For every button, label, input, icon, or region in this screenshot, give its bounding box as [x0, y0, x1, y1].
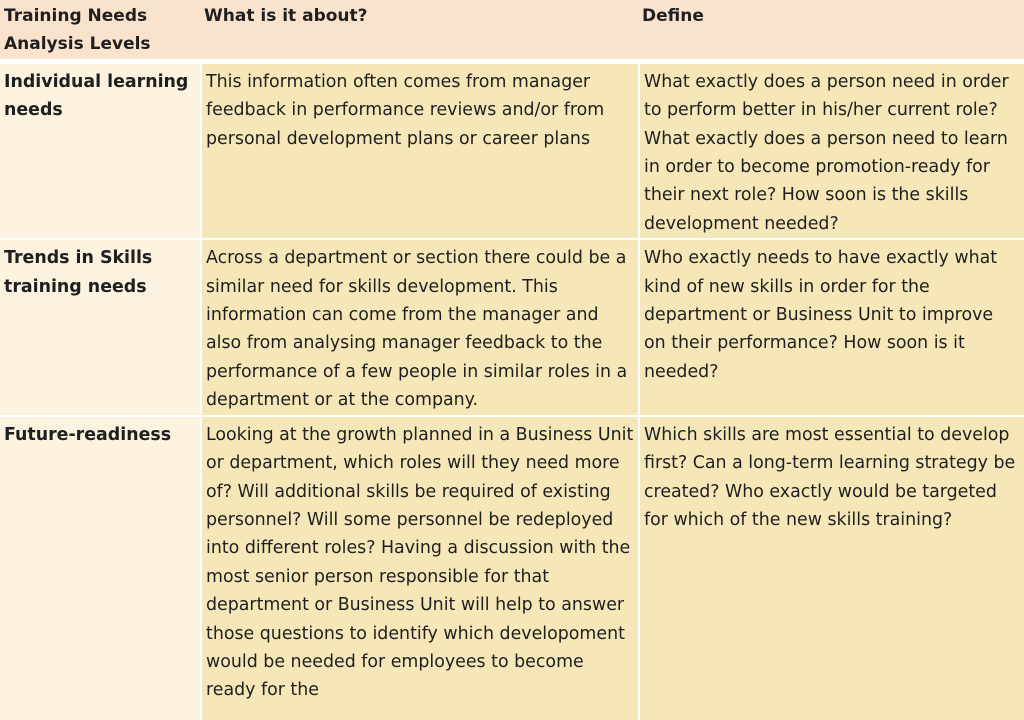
table-row: [0, 240, 1024, 416]
header-about: What is it about?: [200, 0, 638, 64]
row-define-cell: Which skills are most essential to develop first? Can a long-term learning strategy be created? Who exactly would be targeted for which of the new skills training?: [638, 417, 1024, 720]
row-about-cell: Looking at the growth planned in a Business Unit or department, which roles will they need more of? Will additional skills be required of existing personnel? Will some personnel be redeployed into different roles? Having a discussion with the most senior person responsible for that department or Business Unit will help to answer those questions to identify which developoment would be needed for employees to become ready for the: [200, 417, 638, 720]
row-level-label: Trends in Skills training needs: [0, 240, 200, 416]
header-define: Define: [638, 0, 1024, 64]
row-define-cell: Who exactly needs to have exactly what kind of new skills in order for the department or Business Unit to improve on their performance? How soon is it needed?: [638, 240, 1024, 416]
table-row: [0, 417, 1024, 720]
row-about-cell: Across a department or section there could be a similar need for skills development. This information can come from the manager and also from analysing manager feedback to the performance of a few people in similar roles in a department or at the company.: [200, 240, 638, 416]
row-level-label: Individual learning needs: [0, 64, 200, 240]
header-row: [0, 0, 1024, 64]
table-row: [0, 64, 1024, 240]
header-level: Training Needs Analysis Levels: [0, 0, 200, 64]
row-level-label: Future-readiness: [0, 417, 200, 720]
row-define-cell: What exactly does a person need in order to perform better in his/her current role? What exactly does a person need to learn in order to become promotion-ready for their next role? How soon is the skills development needed?: [638, 64, 1024, 240]
row-about-cell: This information often comes from manager feedback in performance reviews and/or from personal development plans or career plans: [200, 64, 638, 240]
